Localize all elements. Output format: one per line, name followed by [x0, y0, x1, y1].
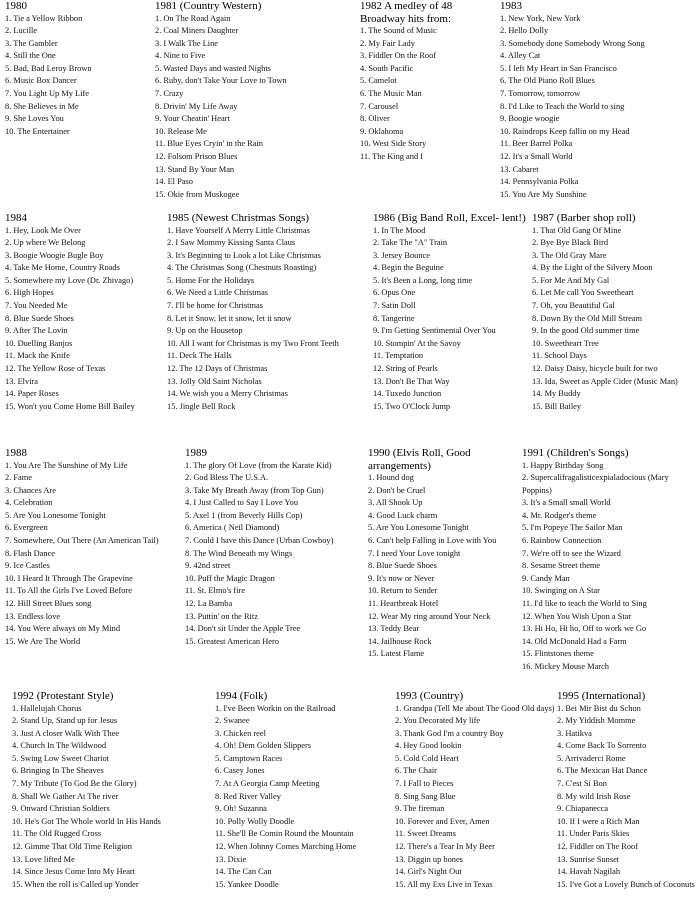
song-list [5, 13, 153, 139]
song-item: 1. Have Yourself A Merry Little Christmas [167, 225, 310, 235]
song-item: 14. We wish you a Merry Christmas [167, 389, 288, 399]
song-item: 11. School Days [532, 351, 587, 361]
song-item: 13. Ida, Sweet as Apple Cider (Music Man) [532, 376, 678, 386]
song-item: 14. El Paso [155, 177, 193, 187]
song-item: 3. Take My Breath Away (from Top Gun) [185, 485, 324, 495]
song-item: 5. Axel 1 (from Beverly Hills Cop) [185, 510, 303, 520]
song-item: 3. Thank God I'm a country Boy [395, 728, 504, 738]
song-list [522, 460, 698, 674]
song-list [5, 225, 160, 414]
song-item: 12. La Bamba [185, 599, 233, 609]
song-item: 13. Teddy Bear [368, 624, 420, 634]
song-item: 3. Somebody done Somebody Wrong Song [500, 38, 645, 48]
song-item: 14. Since Jesus Come Into My Heart [12, 867, 136, 877]
song-item: 1. You Are The Sunshine of My Life [5, 460, 128, 470]
section-1994 [215, 690, 393, 908]
song-item: 11. Heartbreak Hotel [368, 598, 439, 608]
song-item: 3. I Walk The Line [155, 38, 218, 48]
song-item: 1. In The Mood [373, 225, 426, 235]
section-heading: 1980 [5, 0, 27, 12]
song-item: 13. Cabaret [500, 164, 539, 174]
song-item: 4. Celebration [5, 498, 53, 508]
song-item: 7. Crazy [155, 89, 184, 99]
section-heading: 1985 (Newest Christmas Songs) [167, 212, 310, 224]
song-item: 3. Chances Are [5, 485, 56, 495]
song-item: 16. Mickey Mouse March [522, 662, 609, 671]
song-item: 14. The Can Can [215, 867, 272, 877]
song-item: 3. Chicken reel [215, 728, 266, 738]
song-item: 8. Drivin' My Life Away [155, 101, 238, 111]
song-item: 7. We're off to see the Wizard [522, 548, 621, 558]
song-list [532, 225, 698, 414]
song-item: 9. I'm Getting Sentimental Over You [373, 326, 496, 336]
song-item: 10. If I were a Rich Man [557, 816, 640, 826]
song-list [360, 25, 498, 164]
song-item: 6. Evergreen [5, 523, 48, 533]
song-item: 14. Paper Roses [5, 389, 59, 399]
song-item: 1. The Sound of Music [360, 26, 437, 35]
song-item: 9. Chiapanecca [557, 804, 609, 814]
song-item: 10. Raindrops Keep fallin on my Head [500, 126, 630, 136]
section-1989 [185, 447, 365, 687]
song-item: 13. Endless love [5, 611, 61, 621]
song-item: 12. The Yellow Rose of Texas [5, 364, 106, 374]
song-item: 5. Home For the Holidays [167, 275, 255, 285]
song-item: 6. Bringing In The Sheaves [12, 766, 104, 776]
section-1988 [5, 447, 180, 687]
song-item: 14. Girl's Night Out [395, 867, 462, 877]
song-item: 7. Carousel [360, 101, 399, 111]
song-item: 11. Sweet Dreams [395, 829, 456, 839]
song-item: 11. To All the Girls I've Loved Before [5, 586, 132, 596]
section-heading: 1986 (Big Band Roll, Excel- lent!) [373, 212, 526, 224]
song-item: 6. Rainbow Connection [522, 536, 602, 546]
song-item: 8. My wild Irish Rose [557, 791, 631, 801]
song-item: 15. Won't you Come Home Bill Bailey [5, 401, 135, 411]
song-item: 7. C'est Si Bon [557, 779, 607, 789]
song-item: 4. Good Luck charm [368, 510, 438, 520]
song-item: 7. Could I have this Dance (Urban Cowboy) [185, 536, 334, 546]
song-item: 11. The King and I [360, 151, 424, 161]
song-item: 1. Happy Birthday Song [522, 460, 604, 470]
song-item: 9. Oklahoma [360, 126, 404, 136]
song-item: 6. The Old Piano Roll Blues [500, 76, 595, 86]
song-item: 7. My Tribute (To God Be the Glory) [12, 779, 137, 789]
song-item: 4. I Just Called to Say I Love You [185, 498, 299, 508]
song-list [215, 703, 393, 892]
song-item: 3. It's Beginning to Look a lot Like Christmas [167, 250, 321, 260]
song-list [155, 13, 355, 202]
song-item: 2. Up where We Belong [5, 238, 86, 248]
song-item: 8. Shall We Gather At The river [12, 791, 119, 801]
section-1983 [500, 0, 698, 210]
section-heading: 1987 (Barber shop roll) [532, 212, 636, 224]
song-item: 14. Pennsylvania Polka [500, 177, 579, 187]
song-item: 2. Hello Dolly [500, 26, 549, 36]
song-item: 10. Release Me [155, 126, 207, 136]
song-item: 7. At A Georgia Camp Meeting [215, 779, 320, 789]
song-item: 8. Flash Dance [5, 548, 56, 558]
song-item: 10. All I want for Christmas is my Two Front Teeth [167, 338, 339, 348]
song-item: 10. Polly Wolly Doodle [215, 816, 295, 826]
section-1990 [368, 447, 520, 687]
song-item: 8. She Believes in Me [5, 101, 79, 111]
song-item: 13. Sunrise Sunset [557, 854, 620, 864]
song-list [5, 460, 180, 649]
song-item: 11. Under Paris Skies [557, 829, 630, 839]
section-heading: 1989 [185, 447, 207, 459]
song-item: 12. The 12 Days of Christmas [167, 364, 268, 374]
song-item: 5. It's Been a Long, long time [373, 275, 473, 285]
song-item: 3. Hatikva [557, 728, 592, 738]
section-1995 [557, 690, 698, 908]
song-item: 10. Duelling Banjos [5, 338, 73, 348]
song-item: 5. Are You Lonesome Tonight [368, 523, 469, 533]
song-item: 4. Church In The Wildwood [12, 741, 107, 751]
song-list [12, 703, 197, 892]
song-item: 12. When Johnny Comes Marching Home [215, 842, 357, 852]
song-item: 8. Tangerine [373, 313, 415, 323]
song-item: 1. That Old Gang Of Mine [532, 225, 622, 235]
song-item: 4. The Christmas Song (Chestnuts Roasting) [167, 263, 317, 273]
song-item: 14. Jailhouse Rock [368, 636, 432, 646]
song-item: 13. Elvira [5, 376, 39, 386]
song-item: 9. Ice Castles [5, 561, 50, 571]
song-item: 9. Your Cheatin' Heart [155, 114, 230, 124]
song-item: 15. Greatest American Hero [185, 636, 279, 646]
song-item: 7. You Light Up My Life [5, 89, 89, 99]
song-item: 9. Candy Man [522, 573, 570, 583]
song-item: 2. Supercalifragalisticexpialadocious (Mary Poppins) [522, 473, 669, 495]
song-item: 4. Come Back To Sorrento [557, 741, 647, 751]
song-item: 10. Sweetheart Tree [532, 338, 599, 348]
song-item: 9. 42nd street [185, 561, 231, 571]
song-item: 8. I'd Like to Teach the World to sing [500, 101, 625, 111]
song-item: 6. The Chair [395, 766, 437, 776]
song-item: 8. Down By the Old Mill Stream [532, 313, 643, 323]
song-item: 10. The Entertainer [5, 126, 70, 136]
song-item: 4. By the Light of the Silvery Moon [532, 263, 653, 273]
song-item: 2. Fame [5, 473, 32, 483]
song-item: 6. Casey Jones [215, 766, 265, 776]
song-item: 12. Fiddler on The Roof [557, 842, 639, 852]
section-heading: 1984 [5, 212, 27, 224]
section-1986 [373, 212, 528, 437]
song-item: 8. Red River Valley [215, 791, 281, 801]
song-item: 4. Hey Good lookin [395, 741, 462, 751]
song-item: 5. Arrivaderci Rome [557, 753, 626, 763]
song-item: 10. I Heard It Through The Grapevine [5, 573, 133, 583]
song-item: 12. When You Wish Upon a Star [522, 611, 632, 621]
song-item: 1. Tie a Yellow Ribbon [5, 13, 83, 23]
song-item: 3. Boogie Woogie Bugle Boy [5, 250, 104, 260]
song-item: 7. Tomorrow, tomorrow [500, 89, 581, 99]
section-heading: 1983 [500, 0, 522, 12]
song-item: 13. Don't Be That Way [373, 376, 450, 386]
song-item: 1. On The Road Again [155, 13, 231, 23]
song-item: 5. Camptown Races [215, 753, 283, 763]
song-item: 9. It's now or Never [368, 573, 435, 583]
song-item: 13. Stand By Your Man [155, 164, 235, 174]
song-item: 4. Still the One [5, 51, 56, 61]
song-item: 5. Camelot [360, 76, 397, 86]
song-item: 12. Gimme That Old Time Religion [12, 842, 132, 852]
song-item: 11. Mack the Knife [5, 351, 70, 361]
section-heading: 1982 A medley of 48 Broadway hits from: [360, 0, 453, 25]
song-item: 2. My Fair Lady [360, 38, 415, 48]
song-item: 7. I need Your Love tonight [368, 548, 461, 558]
section-heading: 1988 [5, 447, 27, 459]
song-item: 8. Oliver [360, 114, 390, 124]
song-item: 10. He's Got The Whole world In His Hands [12, 816, 161, 826]
song-item: 5. I'm Popeye The Sailor Man [522, 523, 623, 533]
song-item: 13. Hi Ho, Hi ho, Off to work we Go [522, 624, 647, 634]
song-item: 5. For Me And My Gal [532, 275, 610, 285]
song-item: 2. Stand Up, Stand up for Jesus [12, 716, 118, 726]
song-item: 4. Nine to Five [155, 51, 206, 61]
section-1987 [532, 212, 698, 437]
song-item: 12. It's a Small World [500, 152, 573, 162]
song-item: 5. Swing Low Sweet Chariot [12, 753, 110, 763]
song-item: 6. We Need a Little Christmas [167, 288, 269, 298]
song-item: 7. Oh, you Beautiful Gal [532, 301, 615, 311]
song-item: 2. Coal Miners Daughter [155, 26, 239, 36]
song-item: 5. Bad, Bad Leroy Brown [5, 63, 92, 73]
section-1981 [155, 0, 355, 210]
song-list [368, 472, 520, 661]
song-item: 8. Sesame Street theme [522, 561, 601, 571]
song-item: 1. Grandpa (Tell Me about The Good Old days) [395, 703, 555, 713]
song-item: 3. All Shook Up [368, 498, 423, 508]
song-item: 8. Blue Suede Shoes [5, 313, 74, 323]
song-item: 9. The fireman [395, 804, 445, 814]
song-item: 1. Bei Mir Bist du Schon [557, 703, 641, 713]
song-item: 10. Forever and Ever, Amen [395, 816, 490, 826]
section-1980 [5, 0, 153, 210]
song-item: 9. Boogie woogie [500, 114, 560, 124]
song-item: 14. Tuxedo Junction [373, 389, 442, 399]
song-item: 11. The Old Rugged Cross [12, 829, 102, 839]
song-item: 15. You Are My Sunshine [500, 189, 587, 199]
song-item: 4. Mr. Rodger's theme [522, 510, 597, 520]
section-heading: 1994 (Folk) [215, 690, 268, 702]
song-item: 11. St. Elmo's fire [185, 586, 246, 596]
song-item: 11. She'll Be Comin Round the Mountain [215, 829, 354, 839]
song-item: 11. Blue Eyes Cryin' in the Rain [155, 139, 263, 149]
song-item: 14. You Were always on My Mind [5, 624, 121, 634]
song-list [395, 703, 555, 892]
song-item: 12. Daisy Daisy, bicycle built for two [532, 364, 658, 374]
song-item: 1. Hey, Look Me Over [5, 225, 81, 235]
song-item: 6. The Music Man [360, 88, 422, 98]
song-item: 2. Lucille [5, 26, 38, 36]
song-item: 14. Havah Nagilah [557, 867, 621, 877]
section-heading: 1990 (Elvis Roll, Good arrangements) [368, 447, 471, 472]
song-item: 6. High Hopes [5, 288, 54, 298]
song-item: 14. Don't sit Under the Apple Tree [185, 624, 301, 634]
song-item: 5. Somewhere my Love (Dr. Zhivago) [5, 275, 134, 285]
song-item: 15. Bill Bailey [532, 401, 582, 411]
song-item: 4. Take Me Home, Country Roads [5, 263, 120, 273]
song-list [167, 225, 367, 414]
song-item: 13. Love lifted Me [12, 854, 75, 864]
song-item: 12. Folsom Prison Blues [155, 152, 238, 162]
song-item: 6. Can't help Falling in Love with You [368, 535, 497, 545]
song-item: 10. Swinging on A Star [522, 586, 600, 596]
song-item: 9. She Loves You [5, 114, 64, 124]
song-item: 7. I Fall to Pieces [395, 779, 454, 789]
song-item: 4. Begin the Beguine [373, 263, 444, 273]
song-item: 3. Jersey Bounce [373, 250, 430, 260]
song-item: 5. Are You Lonesome Tonight [5, 510, 106, 520]
song-item: 11. Deck The Halls [167, 351, 232, 361]
song-item: 4. Oh! Dem Golden Slippers [215, 741, 312, 751]
song-item: 9. After The Lovin [5, 326, 68, 336]
song-item: 9. Oh! Suzanna [215, 804, 267, 814]
song-item: 6. Music Box Dancer [5, 76, 77, 86]
song-item: 10. Return to Sender [368, 586, 438, 596]
song-item: 7. You Needed Me [5, 301, 68, 311]
song-item: 15. Latest Flame [368, 649, 425, 659]
song-item: 1. Hallelujah Chorus [12, 703, 82, 713]
song-item: 4. Alley Cat [500, 51, 541, 61]
section-1993 [395, 690, 555, 908]
song-item: 2. You Decorated My life [395, 716, 481, 726]
song-item: 2. My Yiddish Momme [557, 716, 636, 726]
song-list [373, 225, 528, 414]
song-item: 11. Beer Barrel Polka [500, 139, 573, 149]
song-item: 9. Up on the Housetop [167, 326, 243, 336]
song-list [557, 703, 698, 892]
song-item: 6. America ( Neil Diamond) [185, 523, 280, 533]
song-item: 10. Puff the Magic Dragon [185, 573, 275, 583]
song-item: 7. Satin Doll [373, 301, 416, 311]
song-item: 5. Wasted Days and wasted Nights [155, 63, 271, 73]
song-list [185, 460, 365, 649]
song-item: 12. String of Pearls [373, 364, 438, 374]
song-item: 7. I'll be home for Christmas [167, 301, 263, 311]
song-item: 5. Cold Cold Heart [395, 753, 459, 763]
song-item: 8. Blue Suede Shoes [368, 561, 437, 571]
song-item: 15. Yankee Doodle [215, 879, 279, 889]
song-item: 12. Hill Street Blues song [5, 599, 92, 609]
section-1985 [167, 212, 367, 437]
song-item: 6. The Mexican Hat Dance [557, 766, 648, 776]
song-item: 15. I've Got a Lovely Bunch of Coconuts [557, 879, 695, 889]
song-item: 2. Take The "A" Train [373, 238, 448, 248]
section-1984 [5, 212, 160, 437]
song-item: 15. Flintstones theme [522, 649, 594, 659]
song-item: 10. Stompin' At the Savoy [373, 338, 461, 348]
song-item: 1. New York, New York [500, 13, 581, 23]
song-item: 15. Two O'Clock Jump [373, 401, 451, 411]
song-item: 2. Bye Bye Black Bird [532, 238, 609, 248]
song-item: 14. Old McDonald Had a Farm [522, 636, 627, 646]
song-item: 2. I Saw Mommy Kissing Santa Claus [167, 238, 296, 248]
song-item: 3. The Old Gray Mare [532, 250, 607, 260]
song-item: 11. Temptation [373, 351, 424, 361]
section-heading: 1991 (Children's Songs) [522, 447, 629, 459]
song-item: 15. All my Exs Live in Texas [395, 879, 493, 889]
song-item: 6. Ruby, don't Take Your Love to Town [155, 76, 287, 86]
song-item: 5. I left My Heart in San Francisco [500, 63, 617, 73]
song-item: 15. We Are The World [5, 636, 81, 646]
section-heading: 1992 (Protestant Style) [12, 690, 114, 702]
song-item: 4. South Pacific [360, 63, 414, 73]
song-item: 13. Puttin' on the Ritz [185, 611, 258, 621]
song-item: 13. Dixie [215, 854, 247, 864]
song-item: 9. Onward Christian Soldiers [12, 804, 110, 814]
song-item: 6. Opus One [373, 288, 416, 298]
song-item: 2. Swanee [215, 716, 250, 726]
song-item: 15. Okie from Muskogee [155, 189, 240, 199]
song-item: 13. Jolly Old Saint Nicholas [167, 376, 262, 386]
section-1992 [12, 690, 197, 908]
song-item: 3. The Gambler [5, 38, 58, 48]
song-item: 14. My Buddy [532, 389, 581, 399]
section-heading: 1993 (Country) [395, 690, 464, 702]
song-item: 7. Somewhere, Out There (An American Tail) [5, 536, 159, 546]
song-item: 6. Let Me call You Sweetheart [532, 288, 634, 298]
song-item: 11. I'd like to teach the World to Sing [522, 599, 647, 609]
song-item: 2. God Bless The U.S.A. [185, 473, 269, 483]
song-item: 2. Don't be Cruel [368, 485, 426, 495]
song-item: 3. It's a Small small World [522, 498, 611, 508]
song-item: 3. Just A closer Walk With Thee [12, 728, 120, 738]
song-item: 12. Wear My ring around Your Neck [368, 611, 491, 621]
song-item: 1. Hound dog [368, 473, 414, 482]
song-item: 15. When the roll is Called up Yonder [12, 879, 139, 889]
song-item: 1. I've Been Workin on the Railroad [215, 703, 336, 713]
song-item: 8. The Wind Beneath my Wings [185, 548, 293, 558]
section-heading: 1995 (International) [557, 690, 646, 702]
song-item: 8. Sing Sang Blue [395, 791, 456, 801]
song-item: 12. There's a Tear In My Beer [395, 842, 495, 852]
song-item: 9. In the good Old summer time [532, 326, 640, 336]
song-item: 8. Let it Snow, let it snow, let it snow [167, 313, 292, 323]
section-heading: 1981 (Country Western) [155, 0, 262, 12]
section-1991 [522, 447, 698, 687]
song-item: 3. Fiddler On the Roof [360, 51, 437, 61]
song-item: 1. The glory Of Love (from the Karate Kid) [185, 460, 332, 470]
song-item: 15. Jingle Bell Rock [167, 401, 236, 411]
song-item: 10. West Side Story [360, 139, 427, 149]
song-list [500, 13, 698, 202]
song-item: 13. Diggin up bones [395, 854, 463, 864]
section-1982 [360, 0, 498, 210]
